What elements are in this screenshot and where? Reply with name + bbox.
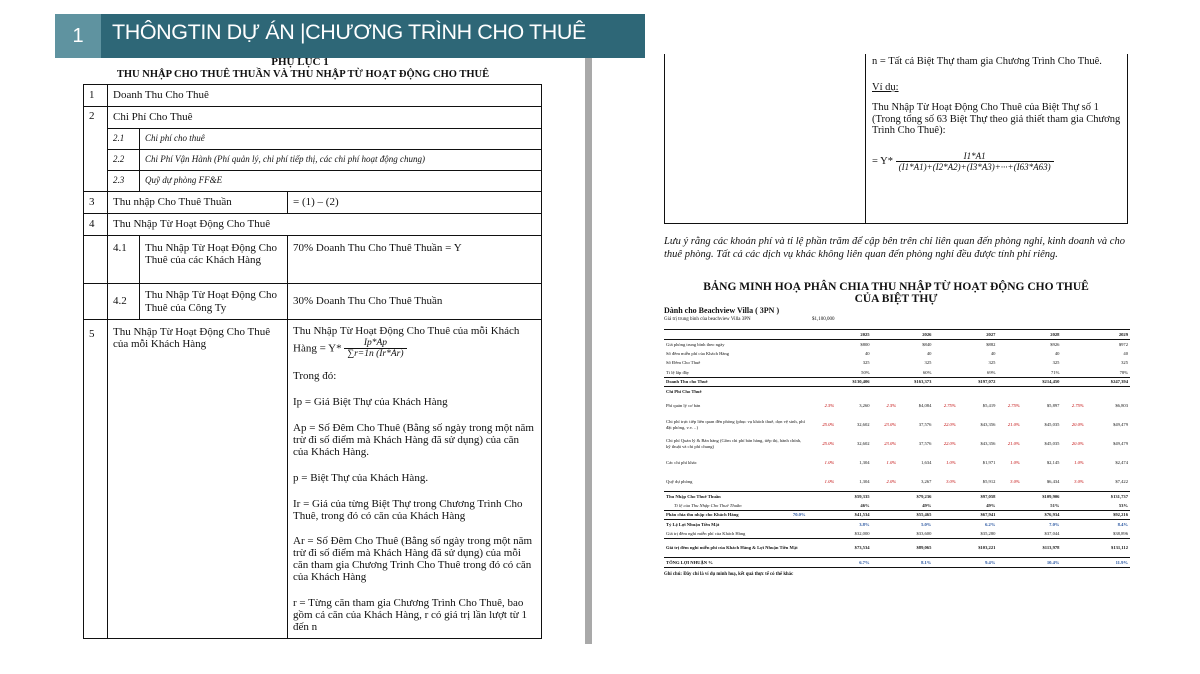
row-value: $4,084 [918,402,932,408]
row-value: $97,058 [958,491,998,501]
row-value: 60% [922,369,932,375]
row-value: $113,978 [1022,539,1062,558]
row-value: 5.0% [898,520,933,530]
row-value: 49% [922,502,932,508]
illustration-footnote: Ghi chú: Đây chỉ là ví dụ minh hoạ, kết quả thực tế có thể khác [664,572,794,577]
row-label: Thu Nhập Cho Thuê Thuần [664,491,808,501]
row-value: $163,373 [898,377,933,387]
row-label: TỔNG LỢI NHUẬN % [664,558,808,568]
appendix-subtitle: THU NHẬP CHO THUÊ THUẦN VÀ THU NHẬP TỪ HOẠT ĐỘNG CHO THUÊ [116,69,490,80]
row-percent: 2.0% [886,478,897,484]
row-value: $2,145 [1046,459,1060,465]
row-value: $103,221 [958,539,998,558]
row-number [84,284,108,320]
row-label: Quỹ dự phòng [666,478,693,484]
row-value: $1,971 [982,459,996,465]
formula-fraction [344,338,406,360]
appendix-title: PHỤ LỤC 1 [271,56,329,68]
row-value: 325 [1052,360,1060,366]
row-value: $45,035 [1044,421,1060,427]
definition: p = Biệt Thự của Khách Hàng. [293,471,429,484]
table-row [84,236,542,284]
row-value: $49,479 [1113,421,1128,427]
row-value: 40 [926,350,932,356]
illustration-table [664,329,1130,568]
year-header: 2025 [836,330,871,340]
row-percent: 25.0% [822,421,835,427]
row-value: $840 [922,341,932,347]
row-label: Giá phòng trung bình theo ngày [666,341,725,347]
table-row [664,520,1130,530]
definition: r = Từng căn tham gia Chương Trình Cho Thuê, bao gồm cả căn của Khách Hàng, r có giá trị lần lượt từ 1 đến n [293,596,527,633]
sub-number: 2.1 [108,129,140,150]
row-value: 1,634 [921,459,932,465]
row-label: Chi Phí Cho Thuê [108,107,542,129]
sub-label: Quỹ dự phòng FF&E [140,171,542,192]
table-row [84,150,542,171]
row-value: $33,600 [916,531,932,536]
row-value: $972 [1118,341,1128,347]
row-value: 325 [988,360,996,366]
row-value: $67,941 [958,510,998,520]
row-value: $55,465 [898,510,933,520]
row-percent: 1.0% [1074,459,1084,465]
row-value: 49% [986,502,996,508]
row-number: 5 [84,320,108,639]
row-value: $131,112 [1086,539,1130,558]
row-value: $214,450 [1022,377,1062,387]
continuation-box [664,54,1128,224]
row-value: 8.4% [1086,520,1130,530]
row-label: Giá trị đêm nghỉ miễn phí của Khách Hàng & Lợi Nhuận Tiền Mặt [664,539,808,558]
row-percent: 25.0% [822,440,835,446]
row-percent: 2.75% [1071,402,1084,408]
table-row [664,349,1130,359]
row-value: $926 [1050,341,1060,347]
row-percent: 1.0% [1010,459,1020,465]
row-percent: 22.0% [943,421,956,427]
row-value: 9.4% [958,558,998,568]
row-percent: 1.0% [946,459,956,465]
n-definition: n = Tất cả Biệt Thự tham gia Chương Trình Cho Thuê. [872,56,1102,67]
row-label: Doanh Thu cho Thuê [664,377,808,387]
row-value: 3,267 [921,478,932,484]
row-value: $45,035 [1044,440,1060,446]
row-value: $109,906 [1022,491,1062,501]
row-label: Tỷ Lệ Lợi Nhuận Tiền Mặt [664,520,808,530]
row-percent: 21.0% [1007,440,1020,446]
income-definition-table [83,84,542,639]
row-percent: 1.0% [824,459,835,465]
row-value: 6.7% [836,558,871,568]
definition: Ip = Giá Biệt Thự của Khách Hàng [293,396,448,409]
row-value: 40 [990,350,996,356]
row-label [664,510,808,520]
illustration-title [664,281,1128,305]
row-value: 325 [924,360,932,366]
table-row [84,320,542,639]
row-label: Chi Phí Cho Thuê [664,387,1130,397]
table-row [664,529,1130,539]
row-value: $43,356 [980,440,996,446]
table-row [664,510,1130,520]
row-value: $6,434 [1046,478,1060,484]
row-percent: 23.0% [884,421,897,427]
row-value: $59,335 [836,491,871,501]
row-percent: 3.0% [1074,478,1084,484]
row-percent: 3.0% [1010,478,1020,484]
row-value: $92,216 [1086,510,1130,520]
row-value: 6.2% [958,520,998,530]
illustration-title-line2: CỦA BIỆT THỰ [854,293,938,306]
row-value: 37,576 [918,440,932,446]
formula-cell [288,320,542,639]
row-value: $43,356 [980,421,996,427]
row-number [84,236,108,284]
row-value: 50% [861,369,870,375]
row-label: Chi phí trực tiếp liên quan đến phòng (phục vụ khách thuê, dọn vệ sinh, phí đặt phòng, v.v…) [666,419,805,430]
row-number: 1 [84,85,108,107]
definition: Ap = Số Đêm Cho Thuê (Bằng số ngày trong một năm trừ đi số điểm mà Khách Hàng đã sử dụng) của căn của Khách Hàng. [293,422,534,458]
row-percent: 21.0% [1007,421,1020,427]
row-percent: 2.5% [824,402,835,408]
table-row [664,358,1130,368]
row-value: 53% [1118,502,1128,508]
row-label: Số Đêm Cho Thuê [666,360,701,366]
table-row [664,434,1130,453]
row-percent: 20.0% [1071,440,1084,446]
row-value: $7,422 [1115,478,1128,484]
table-row [664,415,1130,434]
row-value: 3,260 [859,402,870,408]
table-row [664,453,1130,472]
row-value: 7.0% [1022,520,1062,530]
sub-number: 2.2 [108,150,140,171]
row-label: Chi phí Quản lý & Bán hàng (Gồm chi phí bán hàng, tiếp thị, hành chính, kỹ thuật và chi phí chung) [666,438,802,449]
row-value: $800 [860,341,870,347]
avg-value-label: Giá trị trung bình của beachview Villa 3PN [664,317,751,322]
table-row [664,377,1130,387]
row-value: 10.4% [1022,558,1062,568]
definition: Ir = Giá của từng Biệt Thự trong Chương Trình Cho Thuê, trong đó có căn của Khách Hàng [293,497,523,522]
definition: Ar = Số Đêm Cho Thuê (Bằng số ngày trong một năm trừ đi số điểm mà Khách Hàng đã sử dụng) của mỗi căn tham gia Chương Trình Cho Thuê trong đó có căn của Khách Hàng [293,535,533,583]
row-value: $73,534 [836,539,871,558]
row-percent: 1.0% [824,478,835,484]
table-row [84,107,542,129]
row-value: $89,065 [898,539,933,558]
row-value: 32,602 [856,440,870,446]
row-value: 11.9% [1086,558,1130,568]
row-value: 51% [1050,502,1060,508]
column-separator [865,54,866,224]
row-number: 4 [84,214,108,236]
note-paragraph: Lưu ý rằng các khoản phí và tỉ lệ phần trăm để cập bên trên chỉ liên quan đến phòng nghỉ, kinh doanh và cho thuê phòng. Tất cả các dịch vụ khác không liên quan đến phòng nghỉ đều được tính phí riêng. [664,236,1125,260]
row-percent: 1.0% [886,459,897,465]
row-percent: 2.75% [943,402,956,408]
table-row [84,85,542,107]
row-value: $5,912 [982,478,996,484]
row-value: $32,000 [854,531,870,536]
sub-label: Chi phí cho thuê [140,129,542,150]
table-cell [664,330,808,340]
row-value: 46% [860,502,870,508]
row-value: $5,897 [1046,402,1060,408]
row-value: $197,072 [958,377,998,387]
row-value: $79,236 [898,491,933,501]
row-value: 325 [1121,360,1128,366]
formula-intro: Thu Nhập Từ Hoạt Động Cho Thuê của mỗi Khách Hàng = Y* [293,325,520,355]
row-value: 1,304 [859,459,870,465]
row-label: Số đêm miễn phí của Khách Hàng [666,350,730,356]
villa-type: Dành cho Beachview Villa ( 3PN ) [664,306,780,315]
row-value: $38,896 [1113,531,1128,536]
row-value: 32,602 [856,421,870,427]
page-divider [585,58,592,644]
row-value: 40 [1123,350,1128,356]
row-value: 3.8% [836,520,871,530]
row-value: $2,474 [1115,459,1128,465]
row-label: Giá trị đêm nghỉ miễn phí của Khách Hàng [666,531,746,536]
table-row [84,129,542,150]
year-header: 2026 [898,330,933,340]
table-row [664,368,1130,378]
formula-numerator: Ip*Ap [344,338,406,349]
year-header-row [664,330,1130,340]
section-title: THÔNGTIN DỰ ÁN |CHƯƠNG TRÌNH CHO THUÊ [101,14,645,58]
table-row [664,472,1130,491]
year-header: 2028 [1022,330,1062,340]
table-row [664,539,1130,558]
row-percent: 3.0% [946,478,956,484]
row-value: 8.1% [898,558,933,568]
row-percent: 70.0% [792,512,806,518]
table-row [664,396,1130,415]
row-value: 69% [987,369,996,375]
row-value: $5,419 [982,402,996,408]
table-row [664,501,1130,511]
year-header: 2027 [958,330,998,340]
row-percent: 23.0% [884,440,897,446]
row-value: $37,044 [1044,531,1060,536]
row-label: Thu Nhập Từ Hoạt Động Cho Thuê [108,214,542,236]
row-value: 30% Doanh Thu Cho Thuê Thuần [288,284,542,320]
row-number: 3 [84,192,108,214]
year-header: 2029 [1086,330,1130,340]
row-label: Thu Nhập Từ Hoạt Động Cho Thuê của các Khách Hàng [140,236,288,284]
row-value: $131,737 [1086,491,1130,501]
row-number: 4.2 [108,284,140,320]
row-value: 78% [1119,369,1128,375]
row-value: 37,576 [918,421,932,427]
table-row [664,491,1130,501]
example-text: Thu Nhập Từ Hoạt Động Cho Thuê của Biệt Thự số 1 (Trong tổng số 63 Biệt Thự theo giả thiết tham gia Chương Trình Cho Thuê): [872,101,1121,137]
row-label: Thu nhập Cho Thuê Thuần [108,192,288,214]
row-label: Các chi phí khác [666,459,697,465]
illustration-title-line1: BẢNG MINH HOẠ PHÂN CHIA THU NHẬP TỪ HOẠT ĐỘNG CHO THUÊ [703,281,1089,293]
table-row [84,284,542,320]
row-value: = (1) – (2) [288,192,542,214]
row-percent: 22.0% [943,440,956,446]
table-row [664,558,1130,568]
row-label: Tỉ lệ lấp đầy [666,369,690,375]
formula-denominator: (I1*A1)+(I2*A2)+(I3*A3)+···+(I63*A63) [898,162,1051,173]
row-value: $247,394 [1086,377,1130,387]
row-percent: 2.75% [1007,402,1020,408]
continuation-content [872,54,1125,183]
row-value: $882 [986,341,996,347]
table-row [84,214,542,236]
table-row [664,387,1130,397]
row-value: $6,803 [1115,402,1128,408]
row-label: Thu Nhập Từ Hoạt Động Cho Thuê của mỗi Khách Hàng [108,320,288,639]
sub-number: 2.3 [108,171,140,192]
row-value: $76,934 [1022,510,1062,520]
row-value: $35,280 [980,531,996,536]
row-value: 40 [1054,350,1060,356]
formula-lhs: = Y* [872,156,893,168]
row-label: Phí quản lý cơ bản [666,402,701,408]
row-label-text: Phân chia thu nhập cho Khách Hàng [666,512,739,518]
row-value: $41,534 [836,510,871,520]
row-value: $49,479 [1113,440,1128,446]
row-label: Tỉ lệ của Thu Nhập Cho Thuê Thuần [674,502,742,508]
table-row [84,192,542,214]
section-number: 1 [55,14,101,58]
formula-denominator: ∑r=1n (Ir*Ar) [347,349,404,360]
row-percent: 2.5% [886,402,897,408]
row-percent: 20.0% [1071,421,1084,427]
row-value: $130,406 [836,377,871,387]
example-label: Ví dụ: [872,81,899,93]
example-formula [896,151,1054,172]
formula-numerator: I1*A1 [896,151,1054,162]
table-row [664,339,1130,349]
row-label: Doanh Thu Cho Thuê [108,85,542,107]
row-value: 71% [1051,369,1060,375]
row-value: 325 [862,360,870,366]
row-value: 1,304 [859,478,870,484]
sub-label: Chi Phí Vận Hành (Phí quản lý, chi phí tiếp thị, các chi phí hoạt động chung) [140,150,542,171]
where-label: Trong đó: [293,370,337,383]
row-label: Thu Nhập Từ Hoạt Động Cho Thuê của Công Ty [140,284,288,320]
row-value: 70% Doanh Thu Cho Thuê Thuần = Y [288,236,542,284]
table-row [84,171,542,192]
avg-value: $1,100,000 [812,317,835,322]
row-number: 4.1 [108,236,140,284]
row-number: 2 [84,107,108,192]
row-value: 40 [864,350,870,356]
